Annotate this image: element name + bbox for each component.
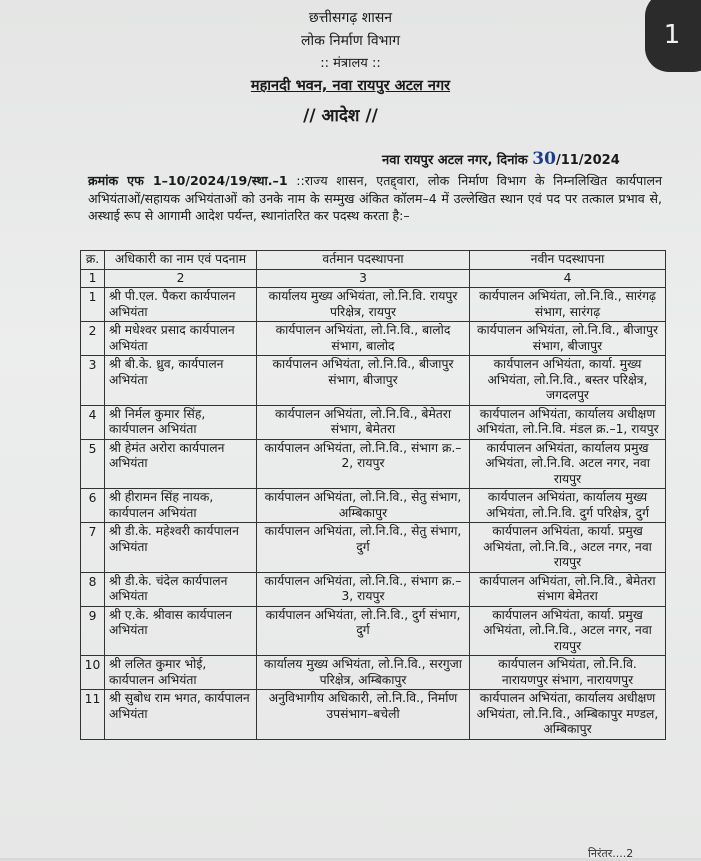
cell-sn: 3 <box>81 356 105 406</box>
header-address <box>0 75 701 95</box>
cell-name: श्री हेमंत अरोरा कार्यपालन अभियंता <box>105 439 257 489</box>
table-row <box>81 523 666 573</box>
table-row <box>81 489 666 523</box>
cell-sn: 11 <box>81 690 105 740</box>
cell-new: कार्यपालन अभियंता, कार्या. मुख्य अभियंता, लो.नि.वि., बस्तर परिक्षेत्र, जगदलपुर <box>470 356 666 406</box>
cell-new: कार्यपालन अभियंता, लो.नि.वि., बीजापुर संभाग, बीजापुर <box>470 322 666 356</box>
cell-name: श्री बी.के. ध्रुव, कार्यपालन अभियंता <box>105 356 257 406</box>
cell-new: कार्यपालन अभियंता, कार्या. प्रमुख अभियंता, लो.नि.वि., अटल नगर, नवा रायपुर <box>470 606 666 656</box>
table-row <box>81 656 666 690</box>
cell-new: कार्यपालन अभियंता, कार्या. प्रमुख अभियंता, लो.नि.वि., अटल नगर, नवा रायपुर <box>470 523 666 573</box>
cell-sn: 10 <box>81 656 105 690</box>
cell-sn: 7 <box>81 523 105 573</box>
cell-current: कार्यपालन अभियंता, लो.नि.वि., संभाग क्र.–2, रायपुर <box>257 439 470 489</box>
cell-current: कार्यपालन अभियंता, लो.नि.वि., बालोद संभाग, बालोद <box>257 322 470 356</box>
cell-current: कार्यपालन अभियंता, लो.नि.वि., सेतु संभाग, दुर्ग <box>257 523 470 573</box>
table-row <box>81 439 666 489</box>
cell-sn: 5 <box>81 439 105 489</box>
cell-name: श्री निर्मल कुमार सिंह, कार्यपालन अभियंता <box>105 405 257 439</box>
col-number: 1 <box>81 269 105 288</box>
dateline <box>382 149 620 169</box>
cell-name: श्री ए.के. श्रीवास कार्यपालन अभियंता <box>105 606 257 656</box>
header-department: लोक निर्माण विभाग <box>300 33 401 49</box>
cell-sn: 9 <box>81 606 105 656</box>
table-column-number-row <box>81 269 666 288</box>
table-row <box>81 356 666 406</box>
order-title: // आदेश // <box>303 106 378 126</box>
header-address-text: महानदी भवन, नवा रायपुर अटल नगर <box>250 78 451 94</box>
cell-new: कार्यपालन अभियंता, कार्यालय मुख्य अभियंता, लो.नि.वि. दुर्ग परिक्षेत्र, दुर्ग <box>470 489 666 523</box>
order-number: क्रमांक एफ 1–10/2024/19/स्था.–1 <box>88 173 288 188</box>
cell-name: श्री डी.के. चंदेल कार्यपालन अभियंता <box>105 572 257 606</box>
table-row <box>81 690 666 740</box>
cell-sn: 1 <box>81 288 105 322</box>
cell-name: श्री पी.एल. पैकरा कार्यपालन अभियंता <box>105 288 257 322</box>
cell-sn: 8 <box>81 572 105 606</box>
transfer-table <box>80 250 666 740</box>
col-number: 4 <box>470 269 666 288</box>
cell-current: कार्यपालन अभियंता, लो.नि.वि., बेमेतरा संभाग, बेमेतरा <box>257 405 470 439</box>
col-number: 3 <box>257 269 470 288</box>
cell-new: कार्यपालन अभियंता, कार्यालय प्रमुख अभियंता, लो.नि.वि. अटल नगर, नवा रायपुर <box>470 439 666 489</box>
table-row <box>81 288 666 322</box>
cell-new: कार्यपालन अभियंता, लो.नि.वि., बेमेतरा संभाग बेमेतरा <box>470 572 666 606</box>
cell-new: कार्यपालन अभियंता, लो.नि.वि., सारंगढ़ संभाग, सारंगढ़ <box>470 288 666 322</box>
table-header-row <box>81 251 666 270</box>
cell-current: कार्यपालन अभियंता, लो.नि.वि., बीजापुर संभाग, बीजापुर <box>257 356 470 406</box>
dateline-place: नवा रायपुर अटल नगर, दिनांक <box>382 153 528 168</box>
table-row <box>81 606 666 656</box>
cell-name: श्री सुबोध राम भगत, कार्यपालन अभियंता <box>105 690 257 740</box>
page-number: 1 <box>663 20 681 50</box>
order-intro-text: ::राज्य शासन, एतद्द्वारा, लोक निर्माण विभाग के निम्नलिखित कार्यपालन अभियंताओं/सहायक अभियंताओं को उनके नाम के सम्मुख अंकित कॉलम–4 में उल्लेखित स्थान एवं पद पर तत्काल प्रभाव से, अस्थाई रूप से आगामी आदेश पर्यन्त, स्थानांतरित कर पदस्थ करता है:– <box>88 173 662 223</box>
cell-name: श्री डी.के. महेश्वरी कार्यपालन अभियंता <box>105 523 257 573</box>
cell-current: कार्यालय मुख्य अभियंता, लो.नि.वि. रायपुर परिक्षेत्र, रायपुर <box>257 288 470 322</box>
cell-current: कार्यपालन अभियंता, लो.नि.वि., दुर्ग संभाग, दुर्ग <box>257 606 470 656</box>
header-name: अधिकारी का नाम एवं पदनाम <box>105 251 257 270</box>
header-current-posting: वर्तमान पदस्थापना <box>257 251 470 270</box>
dateline-day-handwritten: 30 <box>532 149 556 169</box>
table-row <box>81 572 666 606</box>
header-state-govt: छत्तीसगढ़ शासन <box>308 10 393 26</box>
cell-sn: 2 <box>81 322 105 356</box>
header-new-posting: नवीन पदस्थापना <box>470 251 666 270</box>
cell-name: श्री हीरामन सिंह नायक, कार्यपालन अभियंता <box>105 489 257 523</box>
continued-note: निरंतर....2 <box>588 847 634 860</box>
dateline-month-year: /11/2024 <box>555 153 620 168</box>
cell-current: कार्यपालन अभियंता, लो.नि.वि., सेतु संभाग, अम्बिकापुर <box>257 489 470 523</box>
table-row <box>81 405 666 439</box>
cell-new: कार्यपालन अभियंता, कार्यालय अधीक्षण अभियंता, लो.नि.वि. मंडल क्र.–1, रायपुर <box>470 405 666 439</box>
cell-current: कार्यालय मुख्य अभियंता, लो.नि.वि., सरगुजा परिक्षेत्र, अम्बिकापुर <box>257 656 470 690</box>
cell-current: अनुविभागीय अधिकारी, लो.नि.वि., निर्माण उपसंभाग–बचेली <box>257 690 470 740</box>
cell-sn: 6 <box>81 489 105 523</box>
col-number: 2 <box>105 269 257 288</box>
order-intro-paragraph <box>88 172 662 225</box>
cell-current: कार्यपालन अभियंता, लो.नि.वि., संभाग क्र.–3, रायपुर <box>257 572 470 606</box>
table-row <box>81 322 666 356</box>
cell-new: कार्यपालन अभियंता, कार्यालय अधीक्षण अभियंता, लो.नि.वि., अम्बिकापुर मण्डल, अम्बिकापुर <box>470 690 666 740</box>
cell-new: कार्यपालन अभियंता, लो.नि.वि. नारायणपुर संभाग, नारायणपुर <box>470 656 666 690</box>
cell-name: श्री ललित कुमार भोई, कार्यपालन अभियंता <box>105 656 257 690</box>
cell-sn: 4 <box>81 405 105 439</box>
cell-name: श्री मधेश्वर प्रसाद कार्यपालन अभियंता <box>105 322 257 356</box>
header-sn: क्र. <box>81 251 105 270</box>
header-ministry: :: मंत्रालय :: <box>320 56 381 71</box>
